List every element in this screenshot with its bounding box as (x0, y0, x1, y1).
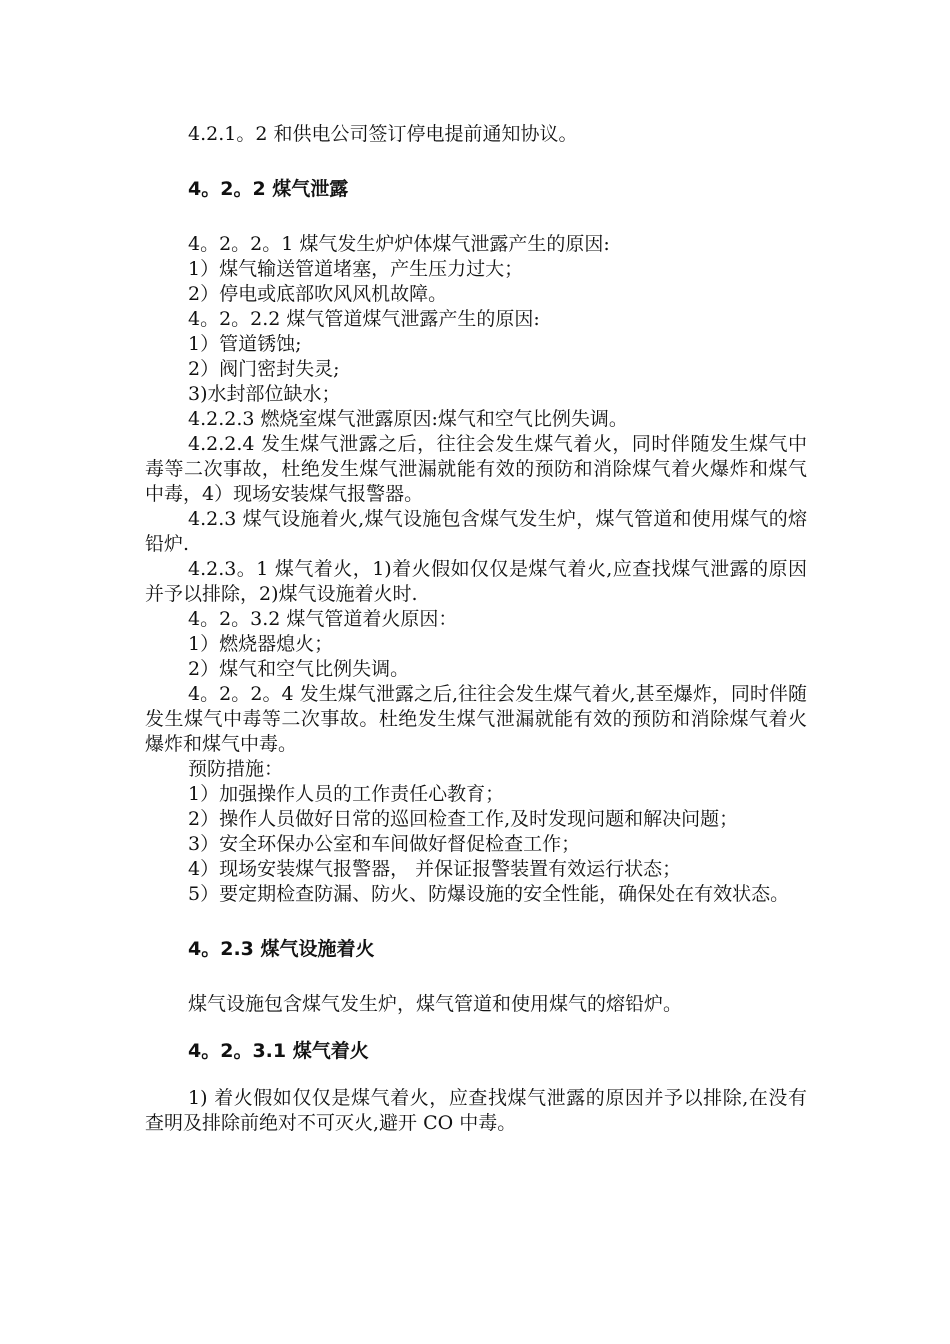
paragraph-gas-fire-1: 1) 着火假如仅仅是煤气着火，应查找煤气泄露的原因并予以排除,在没有查明及排除前绝对不可灭火,避开 CO 中毒。 (145, 1087, 807, 1134)
list-item: 3)水封部位缺水； (188, 383, 341, 405)
paragraph-4-2-3-2: 4。2。3.2 煤气管道着火原因： (188, 608, 458, 630)
paragraph-4-2-2-2: 4。2。2.2 煤气管道煤气泄露产生的原因: (188, 308, 540, 330)
list-item: 1）管道锈蚀; (188, 333, 302, 355)
heading-facility-fire: 4。2.3 煤气设施着火 (188, 938, 375, 960)
list-item: 4）现场安装煤气报警器， 并保证报警装置有效运行状态； (188, 858, 682, 880)
paragraph-4-2-3: 4.2.3 煤气设施着火,煤气设施包含煤气发生炉，煤气管道和使用煤气的熔铅炉. (145, 508, 807, 555)
paragraph-facilities: 煤气设施包含煤气发生炉，煤气管道和使用煤气的熔铅炉。 (188, 993, 683, 1015)
list-item: 5）要定期检查防漏、防火、防爆设施的安全性能，确保处在有效状态。 (188, 883, 790, 905)
list-item: 1）煤气输送管道堵塞，产生压力过大； (188, 258, 524, 280)
paragraph-4-2-3-1: 4.2.3。1 煤气着火，1)着火假如仅仅是煤气着火,应查找煤气泄露的原因并予以排除，2)煤气设施着火时. (145, 558, 807, 605)
list-item: 3）安全环保办公室和车间做好督促检查工作； (188, 833, 581, 855)
heading-gas-leak: 4。2。2 煤气泄露 (188, 178, 349, 200)
list-item: 2）停电或底部吹风风机故障。 (188, 283, 448, 305)
heading-gas-fire: 4。2。3.1 煤气着火 (188, 1040, 369, 1062)
paragraph-4-2-2-4: 4.2.2.4 发生煤气泄露之后，往往会发生煤气着火，同时伴随发生煤气中毒等二次事故，杜绝发生煤气泄漏就能有效的预防和消除煤气着火爆炸和煤气中毒，4）现场安装煤气报警器。 (145, 433, 807, 505)
list-item: 2）阀门密封失灵; (188, 358, 340, 380)
list-item: 1）加强操作人员的工作责任心教育； (188, 783, 505, 805)
document-body (145, 122, 807, 1136)
list-item: 2）煤气和空气比例失调。 (188, 658, 410, 680)
list-item: 1）燃烧器熄火； (188, 633, 334, 655)
paragraph-4-2-2-4-repeat: 4。2。2。4 发生煤气泄露之后,往往会发生煤气着火,甚至爆炸，同时伴随发生煤气中毒等二次事故。杜绝发生煤气泄漏就能有效的预防和消除煤气着火爆炸和煤气中毒。 (145, 683, 807, 755)
prevention-label: 预防措施： (188, 758, 284, 780)
paragraph-4-2-1-2: 4.2.1。2 和供电公司签订停电提前通知协议。 (188, 123, 578, 145)
paragraph-4-2-2-1: 4。2。2。1 煤气发生炉炉体煤气泄露产生的原因: (188, 233, 610, 255)
list-item: 2）操作人员做好日常的巡回检查工作,及时发现问题和解决问题； (188, 808, 739, 830)
paragraph-4-2-2-3: 4.2.2.3 燃烧室煤气泄露原因:煤气和空气比例失调。 (188, 408, 628, 430)
